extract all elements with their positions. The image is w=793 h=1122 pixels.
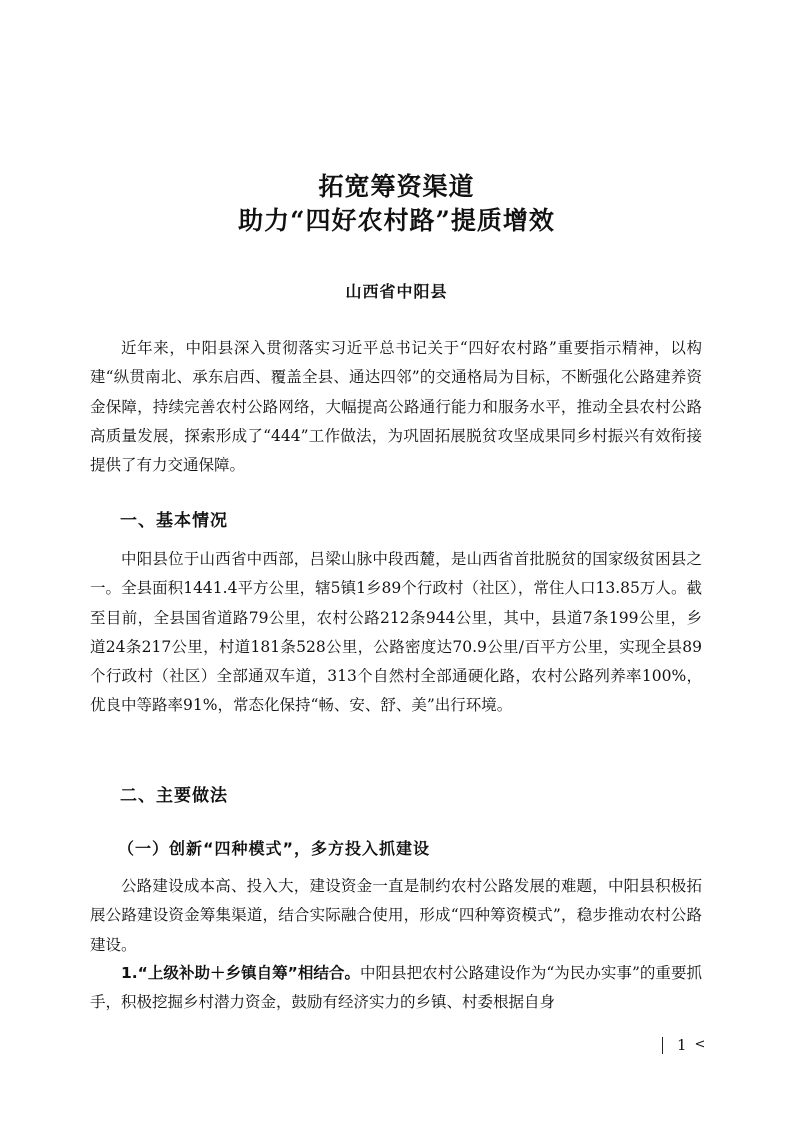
item-1-paragraph [90,959,702,1018]
footer-divider [662,1037,663,1054]
section-heading-basic: 一、基本情况 [120,511,228,531]
intro-paragraph: 近年来，中阳县深入贯彻落实习近平总书记关于“四好农村路”重要指示精神，以构建“纵贯南北、承东启西、覆盖全县、通达四邻”的交通格局为目标，不断强化公路建养资金保障，持续完善农村公路网络，大幅提高公路通行能力和服务水平，推动全县农村公路高质量发展，探索形成了“444”工作做法，为巩固拓展脱贫攻坚成果同乡村振兴有效衔接提供了有力交通保障。 [90,339,702,475]
page-number: 1 [677,1036,687,1054]
basic-situation-paragraph: 中阳县位于山西省中西部，吕梁山脉中段西麓，是山西省首批脱贫的国家级贫困县之一。全县面积1441.4平方公里，辖5镇1乡89个行政村（社区），常住人口13.85万人。截至目前，全县国省道路79公里，农村公路212条944公里，其中，县道7条199公里，乡道24条217公里，村道181条528公里，公路密度达70.9公里/百平方公里，实现全县89个行政村（社区）全部通双车道，313个自然村全部通硬化路，农村公路列养率100%，优良中等路率91%，常态化保持“畅、安、舒、美”出行环境。 [90,550,702,715]
item-1-lead: 1.“上级补助＋乡镇自筹”相结合。 [121,964,360,982]
page-arrow-icon: < [694,1037,706,1052]
item-1-body: 中阳县把农村公路建设作为“为民办实事”的重要抓手，积极挖掘乡村潜力资金，鼓励有经济实力的乡镇、村委根据自身 [90,964,702,1012]
subsection-heading-four-modes: （一）创新“四种模式”，多方投入抓建设 [118,839,431,858]
document-author: 山西省中阳县 [345,282,448,301]
document-title-line-1: 拓宽筹资渠道 [318,172,475,201]
document-title-line-2: 助力“四好农村路”提质增效 [238,206,555,235]
four-modes-paragraph: 公路建设成本高、投入大，建设资金一直是制约农村公路发展的难题，中阳县积极拓展公路建设资金筹集渠道，结合实际融合使用，形成“四种筹资模式”，稳步推动农村公路建设。 [90,877,702,954]
page-footer [662,1036,705,1054]
section-heading-practices: 二、主要做法 [120,786,228,806]
